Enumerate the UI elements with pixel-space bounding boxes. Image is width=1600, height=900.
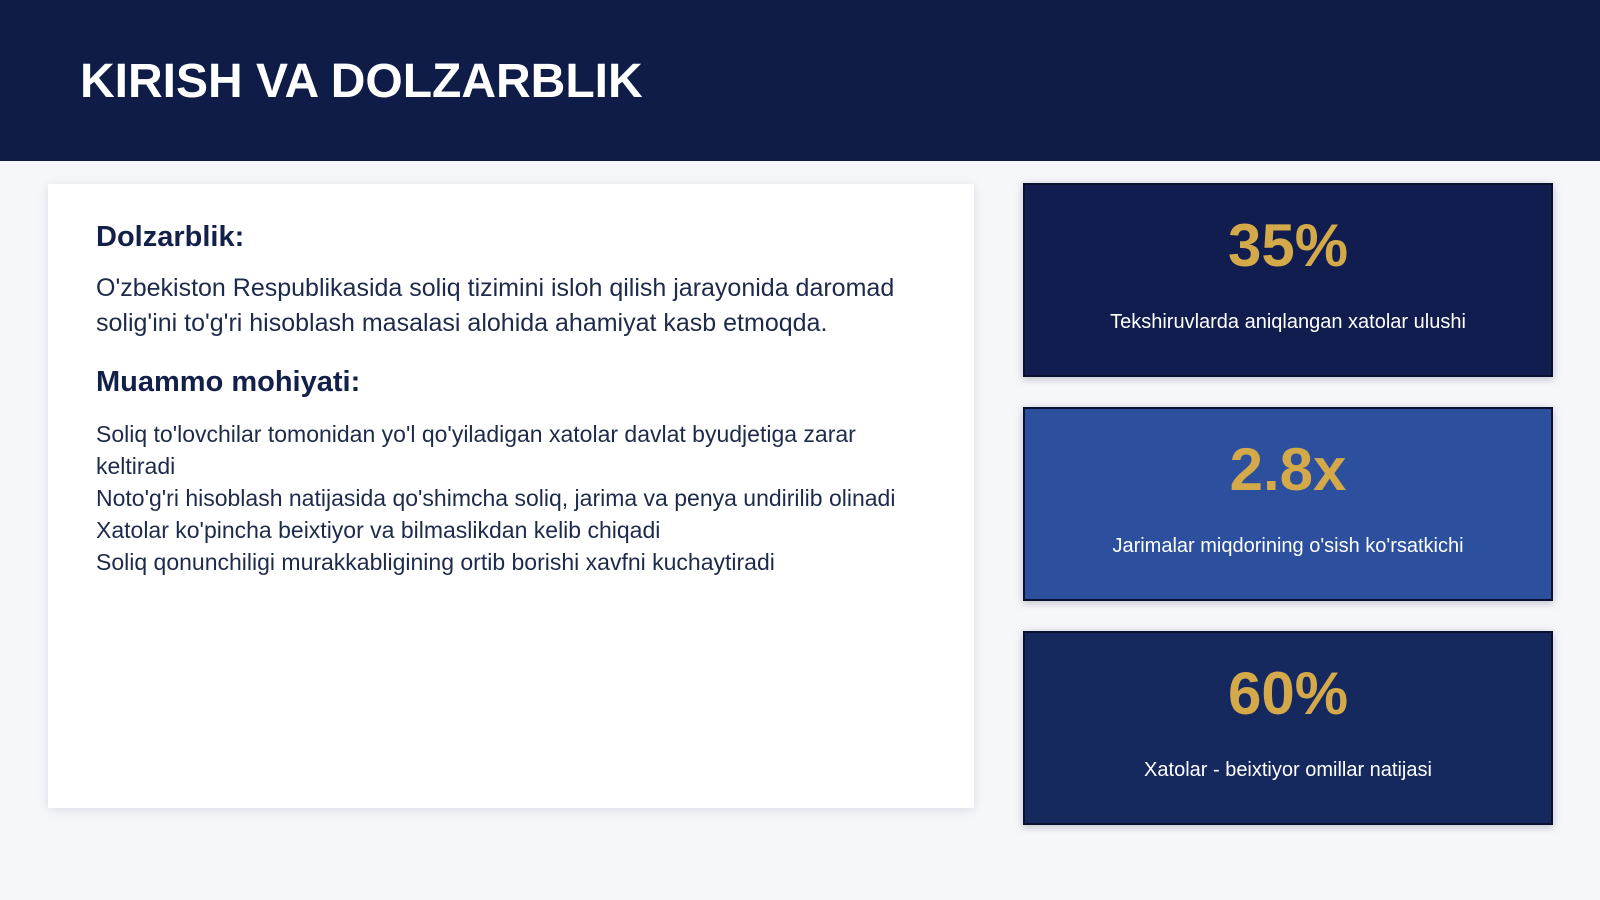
list-item: Soliq qonunchiligi murakkabligining ortib borishi xavfni kuchaytiradi <box>96 548 775 575</box>
stat-label: Jarimalar miqdorining o'sish ko'rsatkichi <box>1112 535 1464 557</box>
stat-card-errors-share <box>1023 183 1553 377</box>
list-item: Soliq to'lovchilar tomonidan yo'l qo'yiladigan xatolar davlat byudjetiga zarar keltiradi <box>96 420 856 479</box>
stat-card-fines-growth <box>1023 407 1553 601</box>
list-item: Xatolar ko'pincha beixtiyor va bilmaslikdan kelib chiqadi <box>96 516 661 543</box>
stat-label: Tekshiruvlarda aniqlangan xatolar ulushi <box>1110 311 1466 333</box>
stat-label: Xatolar - beixtiyor omillar natijasi <box>1144 759 1432 781</box>
list-item: Noto'g'ri hisoblash natijasida qo'shimcha soliq, jarima va penya undirilib olinadi <box>96 484 896 511</box>
content-card <box>48 184 974 808</box>
problem-heading: Muammo mohiyati: <box>96 365 361 398</box>
relevance-heading: Dolzarblik: <box>96 221 245 253</box>
stat-card-unintentional-errors <box>1023 631 1553 825</box>
problem-list <box>96 418 926 578</box>
stat-value: 35% <box>1227 212 1349 279</box>
stat-value: 2.8x <box>1229 436 1347 503</box>
header-bar <box>0 0 1600 161</box>
stat-value: 60% <box>1227 660 1349 727</box>
relevance-text: O'zbekiston Respublikasida soliq tizimini isloh qilish jarayonida daromad solig'ini to'g'ri hisoblash masalasi alohida ahamiyat kasb etmoqda. <box>96 273 895 337</box>
page-title: KIRISH VA DOLZARBLIK <box>80 55 643 108</box>
